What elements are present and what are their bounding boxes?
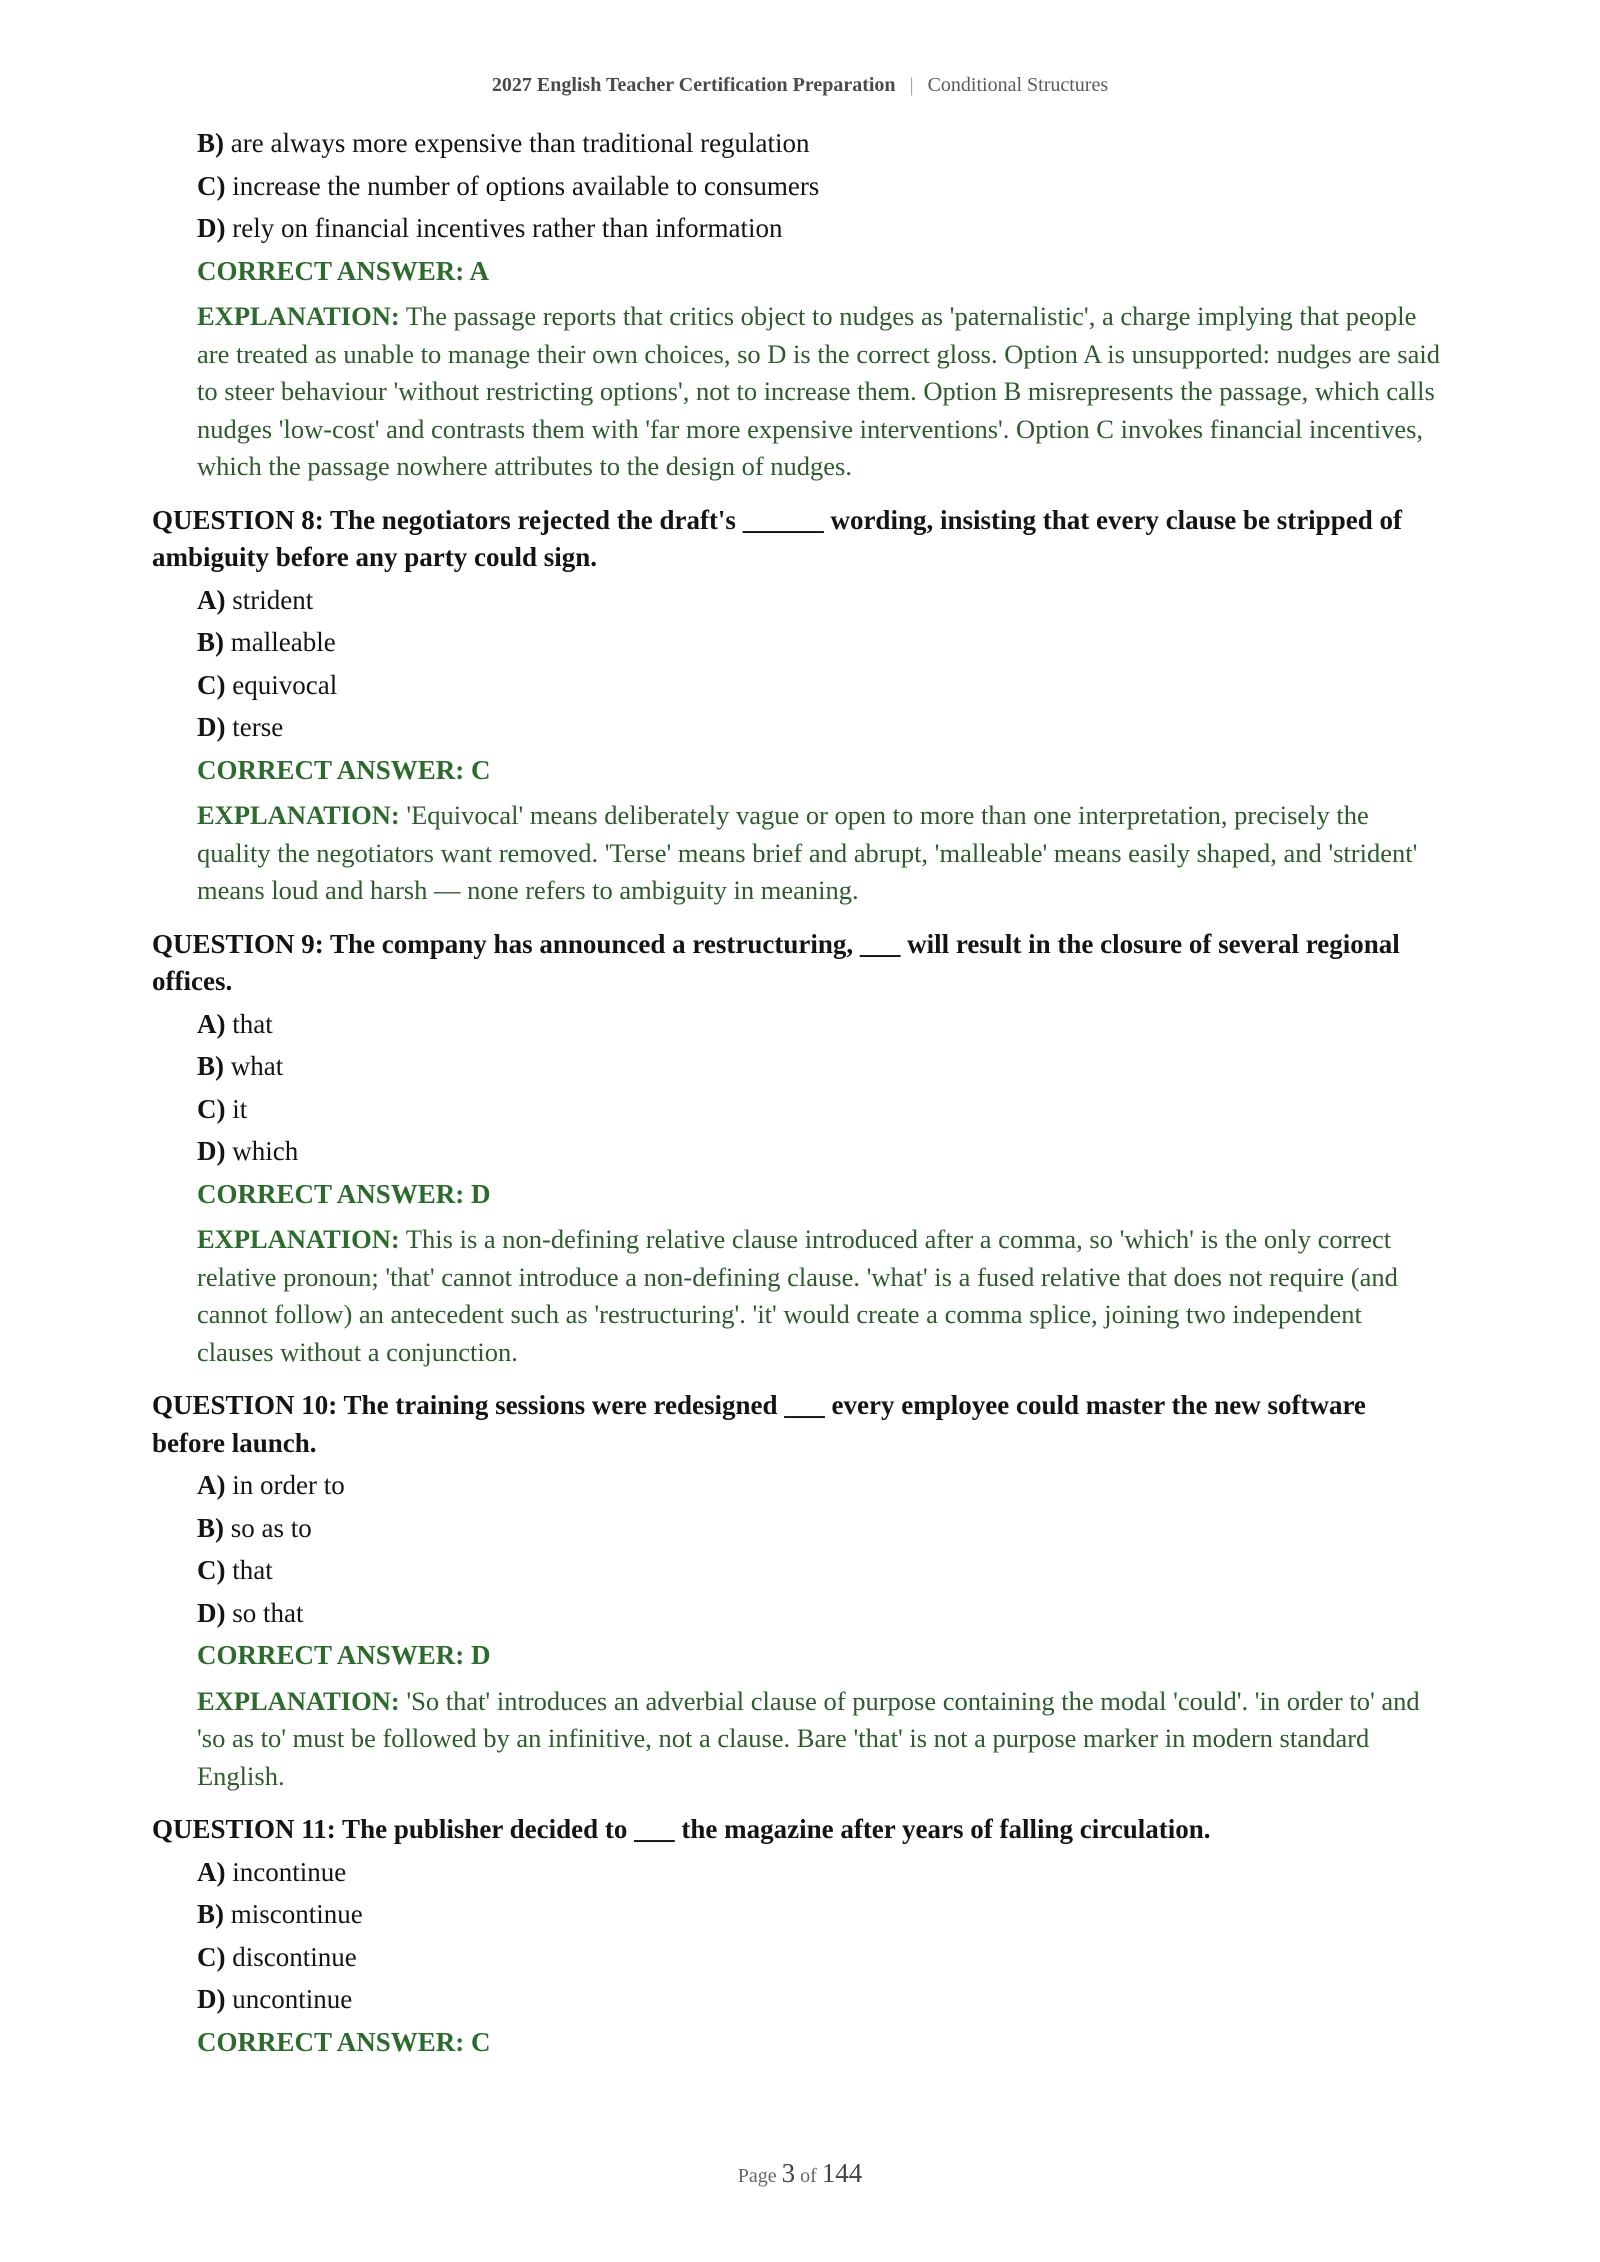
question-stem: QUESTION 10: The training sessions were redesigned ___ every employee could master the new software before launch.: [152, 1390, 1366, 1458]
question-stem: QUESTION 11: The publisher decided to ___ the magazine after years of falling circulation.: [152, 1814, 1211, 1844]
option-d: D) so that: [197, 1597, 304, 1628]
explanation: EXPLANATION: 'Equivocal' means deliberately vague or open to more than one interpretation, precisely the quality the negotiators want removed. 'Terse' means brief and abrupt, 'malleable' means easily shaped, and 'strident' means loud and harsh — none refers to ambiguity in meaning.: [197, 800, 1418, 905]
explanation: EXPLANATION: The passage reports that critics object to nudges as 'paternalistic', a charge implying that people are treated as unable to manage their own choices, so D is the correct gloss. Option A is unsupported: nudges are said to steer behaviour 'without restricting options', not to increase them. Option B misrepresents the passage, which calls nudges 'low-cost' and contrasts them with 'far more expensive interventions'. Option C invokes financial incentives, which the passage nowhere attributes to the design of nudges.: [197, 301, 1440, 481]
total-page-count: 144: [821, 2158, 863, 2188]
option-c: C) increase the number of options available to consumers: [197, 170, 820, 201]
correct-answer: CORRECT ANSWER: D: [197, 1178, 491, 1209]
option-a: A) incontinue: [197, 1856, 347, 1887]
explanation: EXPLANATION: This is a non-defining relative clause introduced after a comma, so 'which' is the only correct relative pronoun; 'that' cannot introduce a non-defining clause. 'what' is a fused relative that does not require (and cannot follow) an antecedent such as 'restructuring'. 'it' would create a comma splice, joining two independent clauses without a conjunction.: [197, 1224, 1398, 1367]
option-a: A) in order to: [197, 1470, 345, 1500]
question-8: [152, 502, 1442, 910]
option-d: D) terse: [197, 712, 284, 742]
option-d: D) uncontinue: [197, 1984, 353, 2014]
correct-answer: CORRECT ANSWER: C: [197, 754, 491, 785]
header-section: Conditional Structures: [927, 74, 1109, 96]
option-c: C) equivocal: [197, 669, 338, 700]
page-footer: [0, 2158, 1600, 2189]
question-11: [152, 1811, 1442, 2057]
option-a: A) that: [197, 1008, 273, 1039]
correct-answer: CORRECT ANSWER: C: [197, 2026, 491, 2057]
option-d: D) rely on financial incentives rather than information: [197, 213, 783, 243]
option-c: C) that: [197, 1555, 273, 1585]
question-stem: QUESTION 8: The negotiators rejected the draft's ______ wording, insisting that every clause be stripped of ambiguity before any party could sign.: [152, 504, 1402, 572]
option-b: B) malleable: [197, 627, 336, 657]
question-10: [152, 1387, 1442, 1795]
question-9: [152, 926, 1442, 1372]
header-separator: |: [909, 74, 914, 96]
correct-answer: CORRECT ANSWER: A: [197, 255, 490, 286]
option-b: B) miscontinue: [197, 1899, 363, 1929]
option-b: B) are always more expensive than traditional regulation: [197, 128, 810, 158]
footer-of: of: [800, 2165, 817, 2187]
option-b: B) so as to: [197, 1512, 312, 1543]
header-title: 2027 English Teacher Certification Preparation: [491, 74, 896, 96]
explanation: EXPLANATION: 'So that' introduces an adverbial clause of purpose containing the modal 'could'. 'in order to' and 'so as to' must be followed by an infinitive, not a clause. Bare 'that' is not a purpose marker in modern standard English.: [197, 1685, 1420, 1791]
option-c: C) discontinue: [197, 1941, 357, 1972]
option-a: A) strident: [197, 584, 314, 615]
footer-page-prefix: Page: [737, 2165, 777, 2187]
option-c: C) it: [197, 1093, 248, 1124]
current-page-number: 3: [781, 2158, 796, 2188]
option-d: D) which: [197, 1136, 299, 1166]
question-stem: QUESTION 9: The company has announced a restructuring, ___ will result in the closure of several regional offices.: [152, 928, 1400, 996]
option-b: B) what: [197, 1051, 284, 1081]
correct-answer: CORRECT ANSWER: D: [197, 1640, 491, 1670]
running-header: [0, 74, 1600, 97]
page-content: [152, 128, 1442, 2069]
question-7-continuation: [152, 128, 1442, 486]
